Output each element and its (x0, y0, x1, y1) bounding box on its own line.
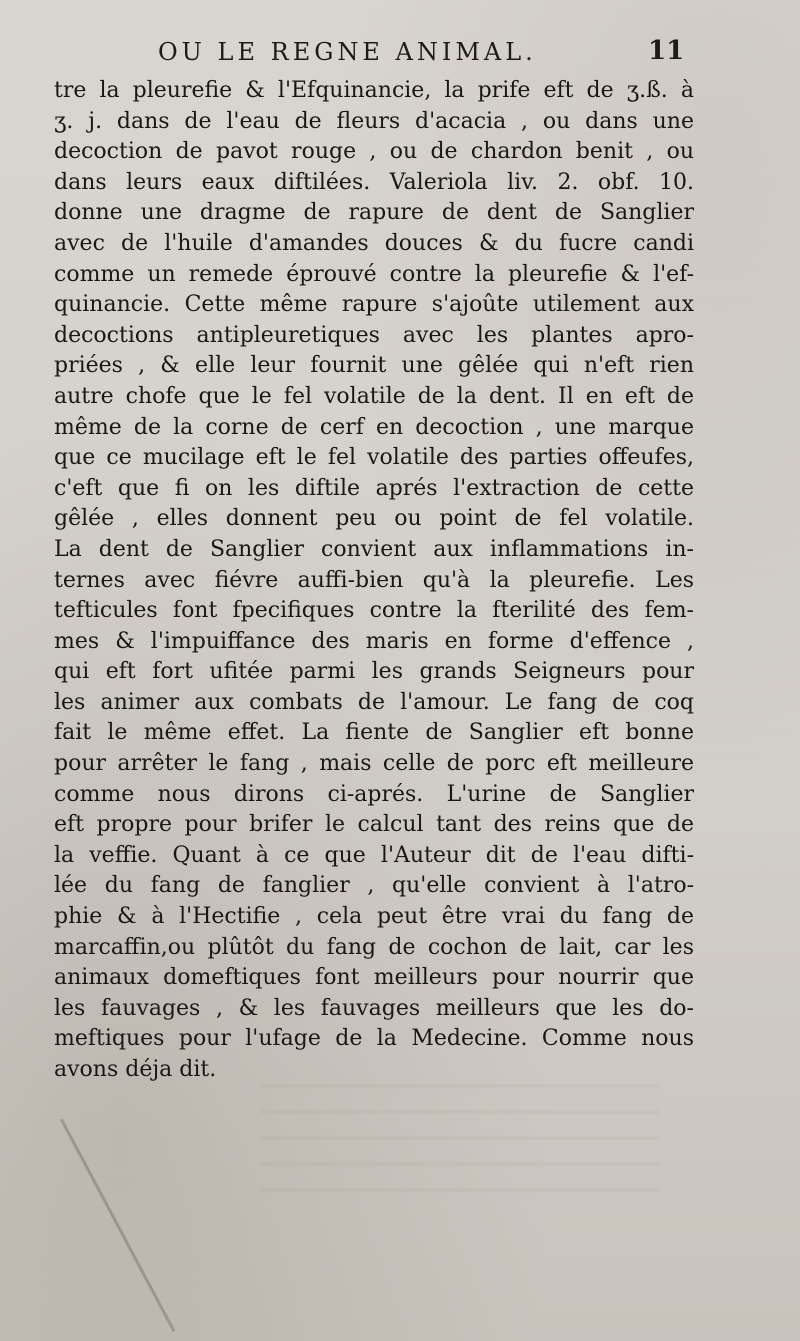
text-line: phie & à l'Hectifie , cela peut être vrai du fang de (54, 904, 694, 930)
paper-crease (60, 1119, 175, 1332)
text-line: c'eft que fi on les diftile aprés l'extraction de cette (54, 475, 694, 501)
text-line: que ce mucilage eft le fel volatile des parties offeufes, (54, 445, 694, 471)
text-line: avons déja dit. (54, 1057, 217, 1082)
text-line: avec de l'huile d'amandes douces & du fucre candi (54, 230, 694, 256)
text-line: dans leurs eaux diftilées. Valeriola liv. 2. obf. 10. (54, 169, 694, 195)
text-line: animaux domeftiques font meilleurs pour nourrir que (54, 965, 694, 991)
text-line: comme un remede éprouvé contre la pleurefie & l'ef- (54, 261, 694, 287)
text-line: gêlée , elles donnent peu ou point de fel volatile. (54, 506, 694, 532)
text-line: autre chofe que le fel volatile de la dent. Il en eft de (54, 383, 694, 409)
page-header (0, 34, 800, 74)
text-line: même de la corne de cerf en decoction , une marque (54, 414, 694, 440)
text-line: tefticules font fpecifiques contre la fterilité des fem- (54, 598, 694, 624)
text-line: les animer aux combats de l'amour. Le fang de coq (54, 689, 694, 715)
text-line: meftiques pour l'ufage de la Medecine. Comme nous (54, 1026, 694, 1052)
running-head: OU LE REGNE ANIMAL. (158, 38, 537, 66)
body-text (54, 76, 694, 1086)
text-line: lée du fang de fanglier , qu'elle convient à l'atro- (54, 873, 694, 899)
text-line: pour arrêter le fang , mais celle de porc eft meilleure (54, 751, 694, 777)
text-line: la veffie. Quant à ce que l'Auteur dit de l'eau difti- (54, 842, 694, 868)
text-line: priées , & elle leur fournit une gêlée qui n'eft rien (54, 353, 694, 379)
text-line: decoctions antipleuretiques avec les plantes apro- (54, 322, 694, 348)
text-line: ternes avec fiévre auffi-bien qu'à la pleurefie. Les (54, 567, 694, 593)
text-line: La dent de Sanglier convient aux inflammations in- (54, 536, 694, 562)
text-line: quinancie. Cette même rapure s'ajoûte utilement aux (54, 292, 694, 318)
text-line: marcaffin,ou plûtôt du fang de cochon de lait, car les (54, 934, 694, 960)
text-line: mes & l'impuiffance des maris en forme d'effence , (54, 628, 694, 654)
text-line: les fauvages , & les fauvages meilleurs que les do- (54, 995, 694, 1021)
page-number: 11 (648, 36, 685, 66)
text-line: decoction de pavot rouge , ou de chardon benit , ou (54, 139, 694, 165)
text-line: qui eft fort ufitée parmi les grands Seigneurs pour (54, 659, 694, 685)
text-line: eft propre pour brifer le calcul tant des reins que de (54, 812, 694, 838)
text-line: comme nous dirons ci-aprés. L'urine de Sanglier (54, 781, 694, 807)
show-through-text (260, 1085, 660, 1205)
text-line: ʒ. j. dans de l'eau de fleurs d'acacia , ou dans une (54, 108, 694, 134)
text-line: fait le même effet. La fiente de Sanglier eft bonne (54, 720, 694, 746)
text-line: donne une dragme de rapure de dent de Sanglier (54, 200, 694, 226)
text-line: tre la pleurefie & l'Efquinancie, la prife eft de ʒ.ß. à (54, 78, 694, 103)
